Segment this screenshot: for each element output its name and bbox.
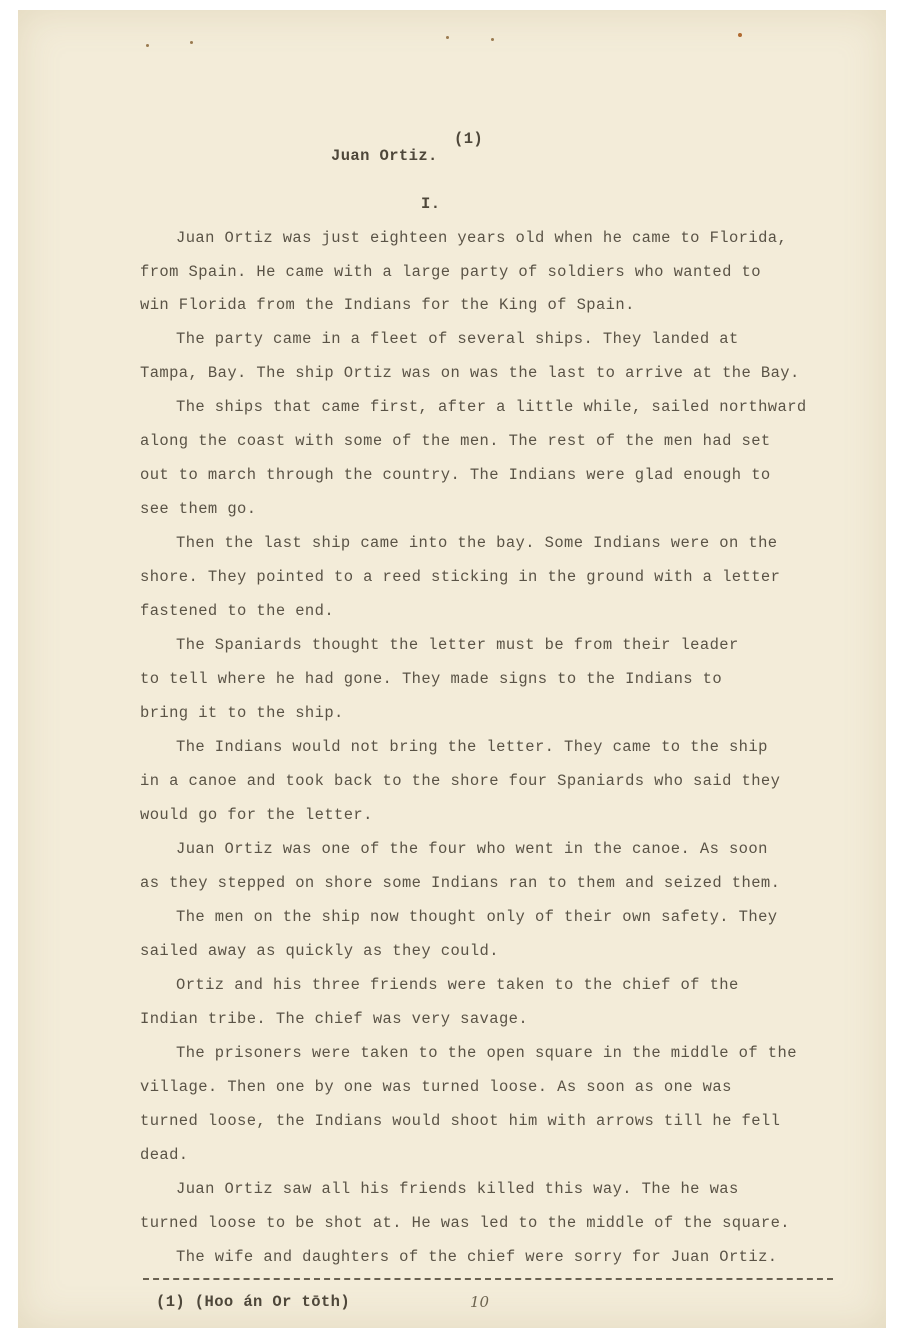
paper-speck [491,38,494,41]
paper-speck [190,41,193,44]
paper-speck [446,36,449,39]
text-line: The ships that came first, after a little while, sailed northward [176,398,807,416]
section-number: I. [421,195,441,213]
document-page [18,10,886,1328]
text-line: Tampa, Bay. The ship Ortiz was on was the last to arrive at the Bay. [140,364,800,382]
text-line: The Indians would not bring the letter. They came to the ship [176,738,768,756]
text-line: The wife and daughters of the chief were sorry for Juan Ortiz. [176,1248,778,1266]
text-line: Juan Ortiz was one of the four who went in the canoe. As soon [176,840,768,858]
text-line: bring it to the ship. [140,704,344,722]
text-line: dead. [140,1146,189,1164]
text-line: turned loose, the Indians would shoot him with arrows till he fell [140,1112,781,1130]
page-title: Juan Ortiz. [331,147,438,165]
text-line: turned loose to be shot at. He was led to the middle of the square. [140,1214,791,1232]
text-line: along the coast with some of the men. The rest of the men had set [140,432,771,450]
title-footnote-marker: (1) [454,130,484,148]
text-line: Indian tribe. The chief was very savage. [140,1010,529,1028]
text-line: Then the last ship came into the bay. Some Indians were on the [176,534,778,552]
paper-speck [738,33,742,37]
text-line: village. Then one by one was turned loose. As soon as one was [140,1078,732,1096]
footnote: (1) (Hoo án Or tōth) [156,1293,351,1311]
text-line: would go for the letter. [140,806,373,824]
text-line: as they stepped on shore some Indians ran to them and seized them. [140,874,781,892]
text-line: Juan Ortiz was just eighteen years old when he came to Florida, [176,229,788,247]
text-line: win Florida from the Indians for the King of Spain. [140,296,635,314]
text-line: fastened to the end. [140,602,335,620]
text-line: Ortiz and his three friends were taken to the chief of the [176,976,739,994]
page-number: 10 [470,1293,490,1311]
text-line: to tell where he had gone. They made signs to the Indians to [140,670,723,688]
text-line: The Spaniards thought the letter must be from their leader [176,636,739,654]
text-line: see them go. [140,500,257,518]
text-line: The party came in a fleet of several ships. They landed at [176,330,739,348]
text-line: shore. They pointed to a reed sticking in the ground with a letter [140,568,781,586]
text-line: in a canoe and took back to the shore four Spaniards who said they [140,772,781,790]
text-line: sailed away as quickly as they could. [140,942,499,960]
text-line: out to march through the country. The Indians were glad enough to [140,466,771,484]
footnote-divider [143,1278,833,1280]
text-line: from Spain. He came with a large party of soldiers who wanted to [140,263,761,281]
text-line: Juan Ortiz saw all his friends killed this way. The he was [176,1180,739,1198]
text-line: The men on the ship now thought only of their own safety. They [176,908,778,926]
text-line: The prisoners were taken to the open square in the middle of the [176,1044,797,1062]
paper-speck [146,44,149,47]
